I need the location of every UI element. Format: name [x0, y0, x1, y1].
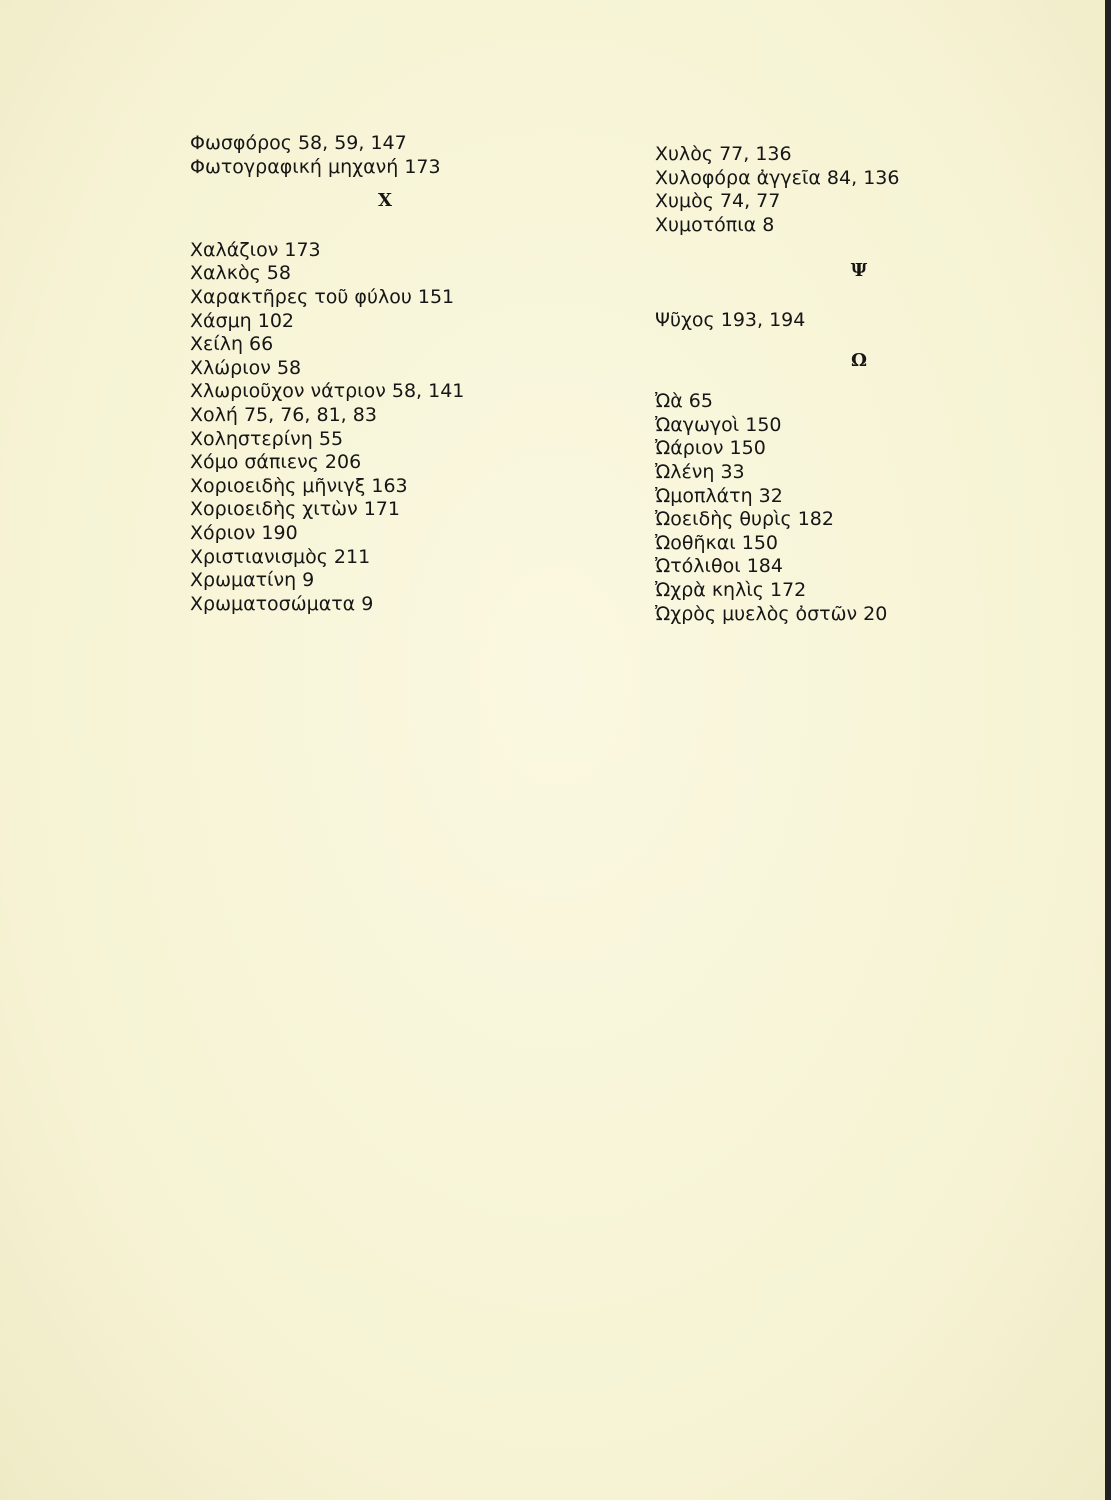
- index-entry: Χόριον 190: [190, 521, 298, 544]
- index-entry: Ὠχρὰ κηλὶς 172: [655, 578, 807, 601]
- index-entry: Χάσμη 102: [190, 309, 295, 332]
- index-entry: Ὠλένη 33: [655, 460, 745, 483]
- index-entry: Χριστιανισμὸς 211: [190, 545, 371, 568]
- index-entry: Φωτογραφική μηχανή 173: [190, 155, 441, 178]
- index-entry: Χυλοφόρα ἀγγεῖα 84, 136: [655, 166, 900, 189]
- index-entry: Χόμο σάπιενς 206: [190, 451, 362, 474]
- index-entry: Ὠάριον 150: [655, 437, 766, 460]
- section-letter-chi: Χ: [378, 190, 392, 212]
- section-letter-omega: Ω: [850, 349, 868, 371]
- index-entry: Χλωριοῦχον νάτριον 58, 141: [190, 380, 465, 403]
- index-entry: Χυμοτόπια 8: [655, 213, 775, 236]
- index-entry: Χρωματοσώματα 9: [190, 592, 374, 615]
- index-entry: Χολή 75, 76, 81, 83: [190, 403, 377, 426]
- index-entry: Χαλάζιον 173: [190, 238, 321, 261]
- page-edge-shadow: [1105, 0, 1111, 1500]
- index-entry: Χαλκὸς 58: [190, 262, 291, 285]
- section-letter-psi: Ψ: [850, 260, 868, 282]
- index-entry: Χοληστερίνη 55: [190, 427, 344, 450]
- index-entry: Ὠὰ 65: [655, 390, 713, 413]
- index-entry: Χαρακτῆρες τοῦ φύλου 151: [190, 285, 455, 308]
- index-entry: Χείλη 66: [190, 333, 274, 356]
- index-entry: Χλώριον 58: [190, 356, 302, 379]
- index-column-left: [190, 132, 530, 616]
- index-entry: Ὠμοπλάτη 32: [655, 484, 783, 507]
- index-entry: Χρωματίνη 9: [190, 569, 315, 592]
- index-entry: Ὠαγωγοὶ 150: [655, 413, 782, 436]
- index-entry: Ὠοθῆκαι 150: [655, 531, 778, 554]
- index-entry: Ψῦχος 193, 194: [655, 308, 806, 331]
- index-entry: Χοριοειδὴς μῆνιγξ 163: [190, 474, 408, 497]
- index-column-right: [655, 143, 985, 626]
- index-entry: Ὠτόλιθοι 184: [655, 555, 783, 578]
- index-entry: Ὠχρὸς μυελὸς ὀστῶν 20: [655, 602, 888, 625]
- index-entry: Χοριοειδὴς χιτὼν 171: [190, 498, 400, 521]
- index-entry: Χυμὸς 74, 77: [655, 190, 781, 213]
- index-entry: Χυλὸς 77, 136: [655, 143, 792, 165]
- index-entry: Φωσφόρος 58, 59, 147: [190, 132, 407, 154]
- index-entry: Ὠοειδὴς θυρὶς 182: [655, 508, 834, 531]
